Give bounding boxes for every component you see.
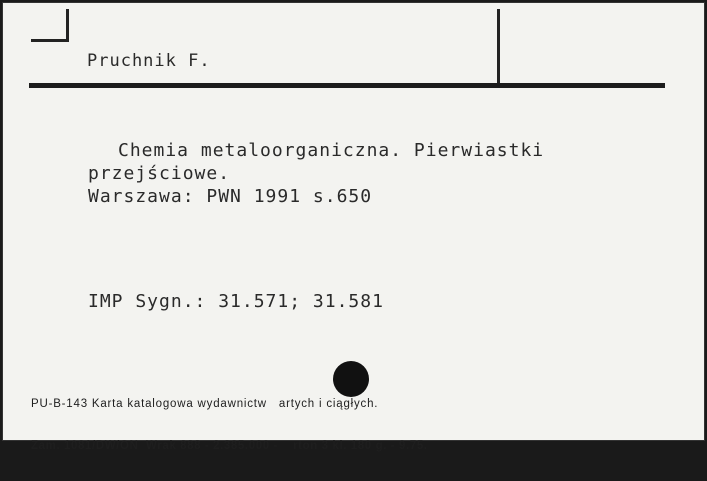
publication-info: Warszawa: PWN 1991 s.650 [88, 186, 373, 207]
bibliographic-entry [88, 139, 544, 208]
card-footer [31, 369, 428, 481]
author-name: Pruchnik F. [87, 51, 211, 71]
corner-mark-horizontal [31, 39, 69, 42]
footer-line-1: PU-B-143 Karta katalogowa wydawnictw artych i ciągłych. [31, 398, 379, 410]
header-rule [29, 83, 665, 88]
title-line-1: Chemia metaloorganiczna. Pierwiastki [118, 140, 545, 161]
corner-mark-vertical [66, 9, 69, 42]
catalog-card [2, 2, 705, 452]
title-line-2: przejściowe. [88, 163, 231, 184]
header-divider [497, 9, 500, 85]
punch-hole [333, 361, 369, 397]
call-number: IMP Sygn.: 31.571; 31.581 [88, 291, 384, 312]
footer-line-2: Zam. 1081/DW/ON Wrak 888 - 2.385.000 - rton 3 kl. 180 g. - 9.75. [31, 440, 428, 452]
